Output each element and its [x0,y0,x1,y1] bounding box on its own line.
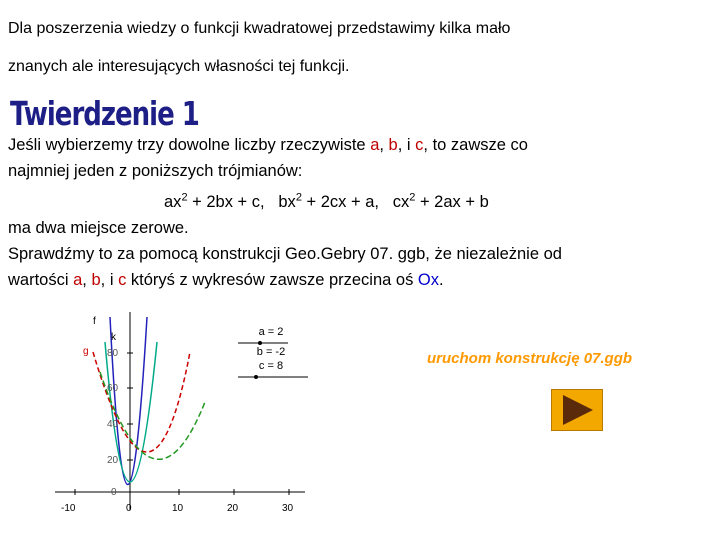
y-tick-40: 40 [107,419,119,430]
slider-panel [238,326,308,390]
y-tick-0: 0 [111,487,117,498]
var-a: a [370,136,380,154]
var-c: c [415,136,424,154]
slider-c-label: c = 8 [258,360,284,372]
var-b: b [388,136,398,154]
theorem-line-4: Sprawdźmy to za pomocą konstrukcji Geo.Gebry 07. ggb, że niezależnie od [8,244,562,263]
theorem-line-2: najmniej jeden z poniższych trójmianów: [8,162,303,180]
trinomial-1: $ax^2 + 2bx + c$, [164,191,265,211]
y-tick-20: 20 [107,455,119,466]
play-button[interactable] [551,389,603,431]
x-tick-10: 10 [172,503,184,514]
y-tick-60: 60 [107,383,119,394]
theorem-line-3: ma dwa miejsce zerowe. [8,218,189,237]
label-k: k [111,332,116,343]
intro-line-2: znanych ale interesujących własności tej funkcji. [8,58,350,75]
x-tick-20: 20 [227,503,239,514]
trinomial-2: $bx^2 + 2cx + a$, [278,191,379,211]
intro-line-1: Dla poszerzenia wiedzy o funkcji kwadratowej przedstawimy kilka mało [8,20,511,37]
theorem-heading: Twierdzenie 1 [10,96,199,134]
trinomials [8,184,713,215]
slider-a-label: a = 2 [258,326,284,338]
label-f: f [93,316,96,327]
open-construction-link[interactable]: uruchom konstrukcję 07.ggb [427,350,633,367]
slider-c-track[interactable] [238,374,308,380]
label-g: g [83,346,89,357]
trinomial-3: $cx^2 + 2ax + b$ [392,191,489,211]
slider-b-label: b = -2 [256,346,286,358]
axis-ox: Ox [417,270,440,289]
y-tick-80: 80 [107,348,119,359]
theorem-line-1: Jeśli wybierzemy trzy dowolne liczby rzeczywiste a, b, i c, to zawsze co [8,136,528,154]
x-tick--10: -10 [61,503,76,514]
x-tick-30: 30 [282,503,294,514]
x-tick-0: 0 [126,503,132,514]
intro-text [8,10,708,86]
play-triangle-icon [552,390,602,430]
theorem-line-5: wartości a, b, i c któryś z wykresów zawsze przecina oś Ox. [8,270,444,289]
theorem-text [8,132,713,293]
